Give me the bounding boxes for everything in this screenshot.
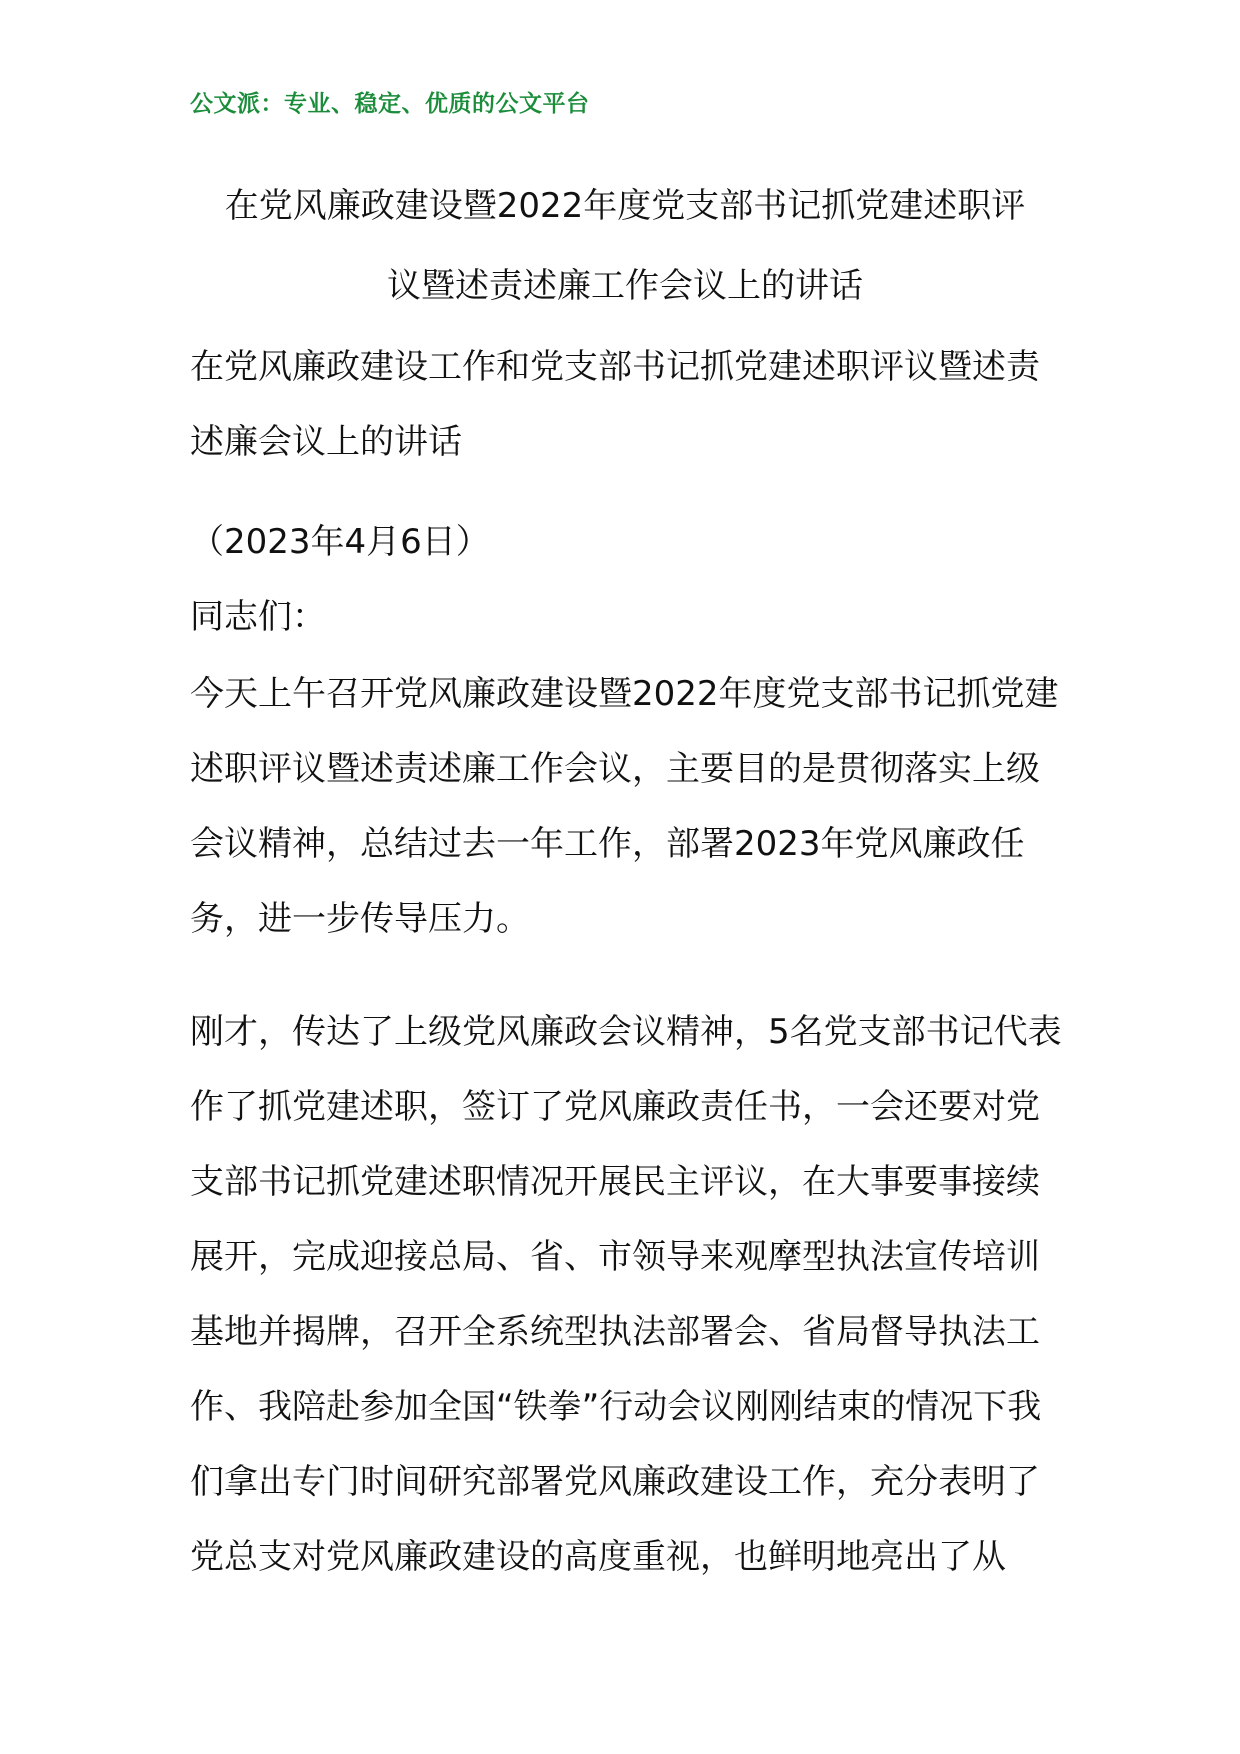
document-subtitle: 在党风廉政建设工作和党支部书记抓党建述职评议暨述责述廉会议上的讲话 — [190, 347, 1040, 462]
salutation: 同志们： — [190, 597, 326, 637]
document-date: （2023年4月6日） — [190, 522, 490, 562]
document-title — [190, 166, 1060, 326]
body-paragraph-1: 今天上午召开党风廉政建设暨2022年度党支部书记抓党建述职评议暨述责述廉工作会议，主要目的是贯彻落实上级会议精神，总结过去一年工作，部署2023年党风廉政任务，进一步传导压力。 — [190, 674, 1059, 939]
document-title-line-1: 在党风廉政建设暨2022年度党支部书记抓党建述职评 — [224, 186, 1026, 226]
document-title-line-2: 议暨述责述廉工作会议上的讲话 — [387, 266, 863, 306]
brand-header: 公文派：专业、稳定、优质的公文平台 — [190, 91, 590, 117]
body-paragraph-2: 刚才，传达了上级党风廉政会议精神，5名党支部书记代表作了抓党建述职，签订了党风廉政责任书，一会还要对党支部书记抓党建述职情况开展民主评议，在大事要事接续展开，完成迎接总局、省、市领导来观摩型执法宣传培训基地并揭牌，召开全系统型执法部署会、省局督导执法工作、我陪赴参加全国“铁拳”行动会议刚刚结束的情况下我们拿出专门时间研究部署党风廉政建设工作，充分表明了党总支对党风廉政建设的高度重视，也鲜明地亮出了从 — [190, 1012, 1062, 1577]
